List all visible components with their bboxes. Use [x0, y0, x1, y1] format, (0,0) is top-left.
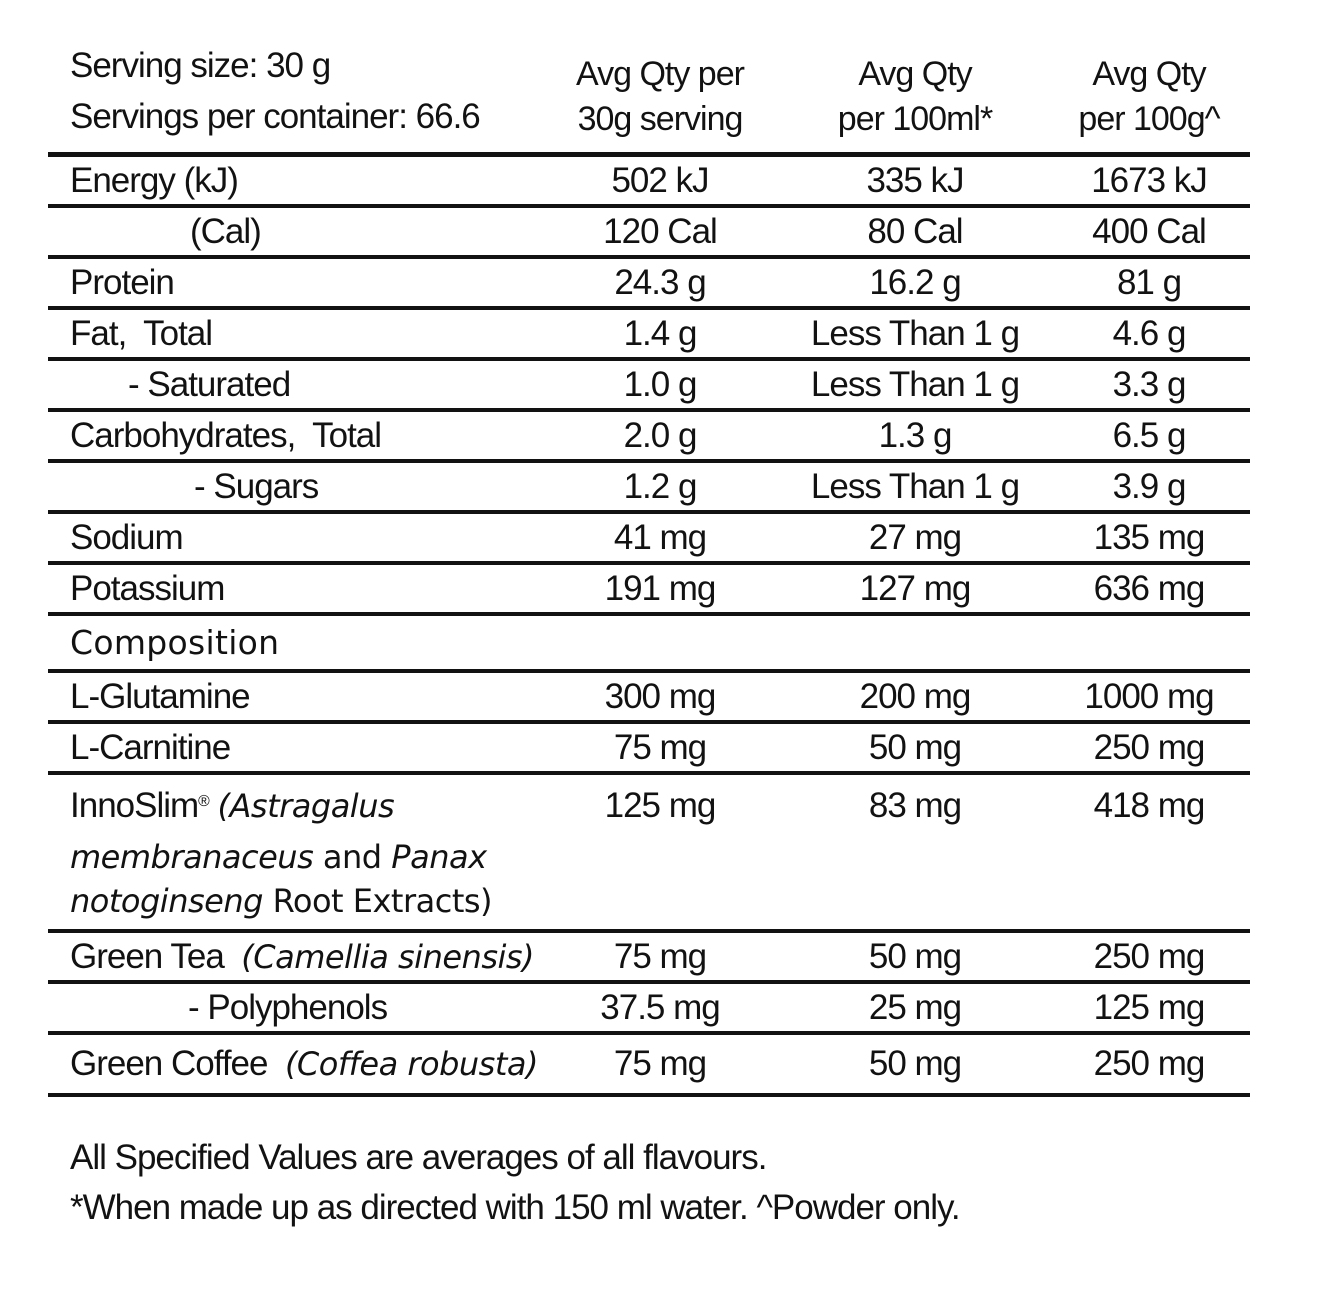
col-header-per-serving: [538, 52, 782, 142]
nutrition-panel: [48, 40, 1250, 1233]
value-per-serving: 1.4 g: [623, 313, 697, 353]
serving-size: Serving size: 30 g: [70, 46, 331, 85]
value-per-serving: 1.0 g: [623, 364, 697, 404]
row-label: Protein: [70, 262, 174, 302]
footnote-averages: All Specified Values are averages of all flavours.: [70, 1138, 767, 1177]
table-row-fat-total: [48, 310, 1250, 361]
col-header-per-100ml: [782, 52, 1048, 142]
table-header: [48, 40, 1250, 152]
value-per-100ml: 83 mg: [868, 786, 962, 825]
value-per-100ml: 25 mg: [868, 987, 962, 1027]
value-per-100ml: 16.2 g: [869, 262, 961, 302]
row-label: - Sugars: [194, 466, 319, 506]
row-label: Potassium: [70, 568, 225, 608]
row-label: Green Coffee (Coffea robusta): [70, 1044, 538, 1083]
table-row-sugars: [48, 463, 1250, 514]
value-per-serving: 1.2 g: [623, 466, 697, 506]
value-per-serving: 300 mg: [604, 676, 716, 716]
value-per-100g: 250 mg: [1093, 1044, 1205, 1083]
table-row-potassium: [48, 565, 1250, 616]
col-header-line: Avg Qty: [858, 55, 972, 93]
value-per-serving: 502 kJ: [611, 160, 709, 200]
footnotes: [48, 1133, 1250, 1233]
row-label: - Saturated: [128, 364, 291, 404]
table-row-carbohydrates-total: [48, 412, 1250, 463]
section-title: Composition: [70, 623, 280, 662]
value-per-serving: 37.5 mg: [600, 987, 720, 1027]
col-header-line: 30g serving: [577, 100, 743, 138]
table-row-l-carnitine: [48, 724, 1250, 775]
row-label: Green Tea (Camellia sinensis): [70, 936, 535, 976]
col-header-line: Avg Qty: [1092, 55, 1206, 93]
value-per-100g: 418 mg: [1093, 786, 1205, 825]
row-label: - Polyphenols: [188, 987, 388, 1027]
value-per-100g: 135 mg: [1093, 517, 1205, 557]
value-per-100g: 250 mg: [1093, 936, 1205, 976]
value-per-100ml: Less Than 1 g: [810, 313, 1020, 353]
row-label: Energy (kJ): [70, 160, 238, 200]
value-per-serving: 41 mg: [613, 517, 707, 557]
value-per-100ml: 50 mg: [868, 936, 962, 976]
value-per-100ml: 50 mg: [868, 727, 962, 767]
col-header-line: Avg Qty per: [576, 55, 744, 93]
table-row-fat-saturated: [48, 361, 1250, 412]
footnote-preparation: *When made up as directed with 150 ml water. ^Powder only.: [70, 1188, 960, 1227]
value-per-serving: 75 mg: [613, 1044, 707, 1083]
value-per-100ml: 27 mg: [868, 517, 962, 557]
value-per-serving: 125 mg: [604, 786, 716, 825]
value-per-100ml: 80 Cal: [867, 211, 963, 251]
table-row-polyphenols: [48, 984, 1250, 1035]
value-per-serving: 75 mg: [613, 936, 707, 976]
table-row-energy-kj: [48, 157, 1250, 208]
value-per-100ml: 335 kJ: [866, 160, 964, 200]
value-per-100ml: 200 mg: [859, 676, 971, 716]
row-label: Fat, Total: [70, 313, 213, 353]
nutrition-table: [48, 152, 1250, 1097]
value-per-100g: 81 g: [1116, 262, 1182, 302]
value-per-100ml: 50 mg: [868, 1044, 962, 1083]
value-per-100g: 400 Cal: [1092, 211, 1206, 251]
value-per-100g: 3.3 g: [1112, 364, 1186, 404]
row-label: L-Carnitine: [70, 727, 231, 767]
value-per-100g: 1000 mg: [1084, 676, 1214, 716]
col-header-line: per 100ml*: [837, 100, 993, 138]
table-row-protein: [48, 259, 1250, 310]
col-header-line: per 100g^: [1078, 100, 1220, 138]
row-label: InnoSlim® (Astragalus membranaceus and Panax notoginseng Root Extracts): [70, 786, 493, 920]
value-per-serving: 75 mg: [613, 727, 707, 767]
value-per-100g: 250 mg: [1093, 727, 1205, 767]
row-label: Sodium: [70, 517, 183, 557]
col-header-per-100g: [1048, 52, 1250, 142]
value-per-100g: 6.5 g: [1112, 415, 1186, 455]
value-per-serving: 24.3 g: [614, 262, 706, 302]
row-label: Carbohydrates, Total: [70, 415, 382, 455]
value-per-serving: 120 Cal: [603, 211, 717, 251]
table-section-composition: [48, 616, 1250, 673]
table-row-green-coffee: [48, 1035, 1250, 1093]
table-row-innoslim: [48, 775, 1250, 933]
value-per-100g: 4.6 g: [1112, 313, 1186, 353]
value-per-100ml: 127 mg: [859, 568, 971, 608]
value-per-serving: 191 mg: [604, 568, 716, 608]
value-per-100g: 1673 kJ: [1091, 160, 1207, 200]
value-per-100ml: 1.3 g: [878, 415, 952, 455]
servings-per-container: Servings per container: 66.6: [70, 97, 480, 136]
value-per-100g: 3.9 g: [1112, 466, 1186, 506]
value-per-100g: 125 mg: [1093, 987, 1205, 1027]
value-per-100g: 636 mg: [1093, 568, 1205, 608]
serving-info: [48, 40, 538, 142]
row-label: (Cal): [190, 211, 261, 251]
row-label: L-Glutamine: [70, 676, 250, 716]
value-per-100ml: Less Than 1 g: [810, 364, 1020, 404]
table-row-l-glutamine: [48, 673, 1250, 724]
table-row-green-tea: [48, 933, 1250, 984]
table-row-sodium: [48, 514, 1250, 565]
value-per-serving: 2.0 g: [623, 415, 697, 455]
table-row-energy-cal: [48, 208, 1250, 259]
value-per-100ml: Less Than 1 g: [810, 466, 1020, 506]
